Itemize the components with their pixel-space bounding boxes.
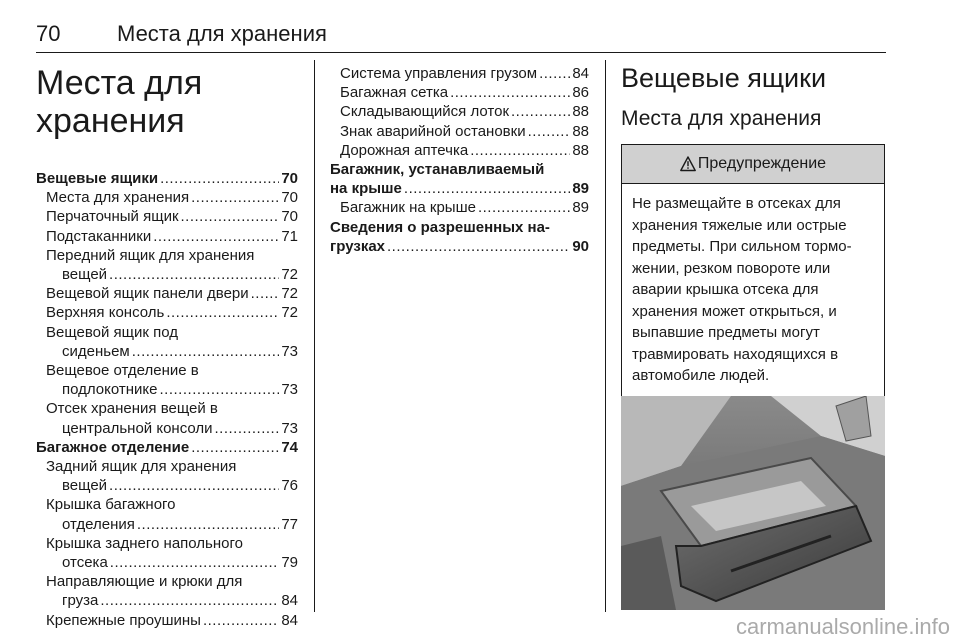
toc-entry-title: Передний ящик для хранения (46, 246, 255, 264)
toc-entry-title: Багажник, устанавливаемый (330, 161, 545, 179)
toc-entry-title: Вещевой ящик панели двери (46, 285, 249, 303)
toc-entry[interactable] (330, 122, 589, 141)
toc-entry-title: Сведения о разрешенных на- (330, 218, 550, 236)
toc-leader-dots (166, 303, 279, 322)
toc-entry-title: отделения (62, 515, 135, 533)
toc-entry[interactable] (36, 188, 298, 207)
toc-leader-dots (470, 141, 570, 160)
column-divider (314, 60, 315, 612)
toc-leader-dots (160, 380, 280, 399)
toc-leader-dots (110, 553, 280, 572)
subsection-heading: Места для хранения (621, 107, 822, 130)
toc-entry-title: Направляющие и крюки для (46, 573, 243, 591)
toc-entry[interactable] (36, 553, 298, 572)
toc-entry-title: подлокотнике (62, 381, 158, 399)
toc-entry-title: Дорожная аптечка (340, 141, 469, 159)
warning-line: аварии крышка отсека для (632, 281, 819, 298)
table-of-contents (36, 169, 298, 630)
content-column (621, 62, 885, 439)
toc-leader-dots (478, 198, 570, 217)
toc-entry-title: Крышка багажного (46, 496, 176, 514)
page-header (36, 8, 886, 53)
table-of-contents-continued (330, 64, 589, 256)
warning-header (622, 145, 884, 184)
toc-leader-dots (160, 169, 279, 188)
toc-page-number: 84 (281, 592, 298, 610)
warning-line: жении, резком повороте или (632, 259, 831, 277)
toc-entry[interactable] (330, 83, 589, 102)
toc-entry-title: Вещевое отделение в (46, 362, 199, 380)
toc-entry[interactable] (36, 476, 298, 495)
toc-page-number: 70 (281, 208, 298, 226)
running-title: Места для хранения (117, 21, 327, 46)
toc-leader-dots (153, 227, 279, 246)
chapter-title (36, 64, 298, 140)
toc-entry[interactable] (36, 591, 298, 610)
toc-entry-title: Крепежные проушины (46, 611, 201, 629)
toc-leader-dots (109, 265, 279, 284)
toc-leader-dots (539, 64, 570, 83)
toc-entry[interactable] (36, 265, 298, 284)
toc-entry-title: Отсек хранения вещей в (46, 400, 218, 418)
toc-leader-dots (132, 342, 280, 361)
toc-page-number: 70 (281, 170, 298, 187)
page-number: 70 (36, 21, 61, 46)
toc-leader-dots (511, 102, 570, 121)
toc-leader-dots (387, 237, 570, 256)
warning-line: травмировать находящихся в (632, 345, 839, 363)
toc-entry[interactable] (36, 611, 298, 630)
toc-entry-title: Задний ящик для хранения (46, 458, 237, 476)
toc-entry-title: Багажная сетка (340, 84, 449, 102)
toc-entry[interactable] (36, 419, 298, 438)
toc-entry-title: сиденьем (62, 342, 130, 360)
toc-entry[interactable] (330, 237, 589, 256)
toc-page-number: 88 (572, 122, 589, 140)
toc-leader-dots (251, 284, 280, 303)
toc-leader-dots (181, 207, 280, 226)
toc-page-number: 72 (281, 285, 298, 303)
toc-leader-dots (100, 591, 279, 610)
toc-entry[interactable] (36, 342, 298, 361)
toc-entry-title: Места для хранения (46, 189, 190, 207)
toc-entry-title: Подстаканники (46, 227, 152, 245)
toc-page-number: 90 (572, 237, 589, 255)
section-heading: Вещевые ящики (621, 63, 827, 93)
toc-page-number: 73 (281, 342, 298, 360)
toc-entry-title: вещей (62, 477, 108, 495)
toc-page-number: 84 (572, 65, 589, 82)
toc-page-number: 70 (281, 189, 298, 207)
toc-leader-dots (528, 122, 571, 141)
toc-entry-title: Крышка заднего напольного (46, 534, 243, 552)
warning-line: хранения может открыться, и (632, 302, 837, 320)
warning-body (622, 184, 884, 398)
toc-entry-title: Складывающийся лоток (340, 103, 510, 121)
toc-page-number: 89 (572, 199, 589, 217)
warning-triangle-icon (680, 156, 696, 172)
warning-line: Не размещайте в отсеках для (632, 195, 841, 212)
toc-entry[interactable] (330, 141, 589, 160)
toc-entry-title: вещей (62, 266, 108, 284)
toc-entry-title: Система управления грузом (340, 65, 538, 82)
glovebox-photo (621, 396, 885, 610)
watermark: carmanualsonline.info (735, 614, 950, 639)
toc-column-2 (330, 64, 589, 256)
toc-entry-title: на крыше (330, 180, 402, 198)
toc-page-number: 73 (281, 381, 298, 399)
toc-page-number: 72 (281, 304, 298, 322)
toc-entry-title: Вещевые ящики (36, 170, 159, 187)
toc-entry[interactable] (36, 438, 298, 457)
toc-entry[interactable] (36, 380, 298, 399)
toc-entry[interactable] (36, 303, 298, 322)
toc-entry[interactable] (36, 169, 298, 188)
toc-entry[interactable] (330, 198, 589, 217)
toc-leader-dots (109, 476, 279, 495)
toc-entry[interactable] (36, 515, 298, 534)
toc-page-number: 88 (572, 103, 589, 121)
toc-entry[interactable] (36, 284, 298, 303)
warning-line: выпавшие предметы могут (632, 324, 820, 341)
warning-line: предметы. При сильном тормо- (632, 238, 852, 255)
toc-entry-title: отсека (62, 554, 108, 572)
warning-box (621, 144, 885, 399)
column-divider (605, 60, 606, 612)
toc-entry-title: Багажное отделение (36, 438, 190, 456)
toc-page-number: 79 (281, 554, 298, 572)
toc-page-number: 86 (572, 84, 589, 102)
chapter-title-line: хранения (36, 102, 185, 140)
toc-page-number: 73 (281, 419, 298, 437)
warning-title: Предупреждение (697, 155, 827, 172)
toc-page-number: 74 (281, 438, 298, 456)
toc-column-1 (36, 64, 298, 630)
toc-entry-title: грузках (330, 237, 386, 255)
toc-entry-title: Перчаточный ящик (46, 208, 179, 226)
toc-page-number: 72 (281, 266, 298, 284)
toc-entry[interactable] (36, 207, 298, 226)
warning-line: автомобиле людей. (632, 367, 770, 384)
toc-leader-dots (404, 179, 570, 198)
toc-leader-dots (191, 438, 279, 457)
toc-leader-dots (215, 419, 280, 438)
toc-page-number: 77 (281, 515, 298, 533)
toc-entry-title: Вещевой ящик под (46, 323, 179, 341)
toc-page-number: 71 (281, 227, 298, 245)
toc-leader-dots (203, 611, 279, 630)
toc-page-number: 84 (281, 611, 298, 629)
toc-page-number: 88 (572, 141, 589, 159)
toc-leader-dots (137, 515, 279, 534)
toc-entry-title: груза (62, 592, 99, 610)
toc-entry-title: Знак аварийной остановки (340, 122, 526, 140)
toc-entry-title: центральной консоли (62, 419, 213, 437)
toc-entry-title: Багажник на крыше (340, 199, 476, 217)
toc-page-number: 89 (572, 180, 589, 198)
chapter-title-line: Места для (36, 64, 203, 102)
warning-line: хранения тяжелые или острые (632, 216, 847, 234)
toc-leader-dots (191, 188, 279, 207)
toc-entry[interactable] (330, 179, 589, 198)
toc-entry[interactable] (330, 64, 589, 83)
toc-leader-dots (450, 83, 570, 102)
toc-entry[interactable] (36, 227, 298, 246)
toc-entry[interactable] (330, 102, 589, 121)
toc-page-number: 76 (281, 477, 298, 495)
toc-entry-title: Верхняя консоль (46, 304, 165, 322)
